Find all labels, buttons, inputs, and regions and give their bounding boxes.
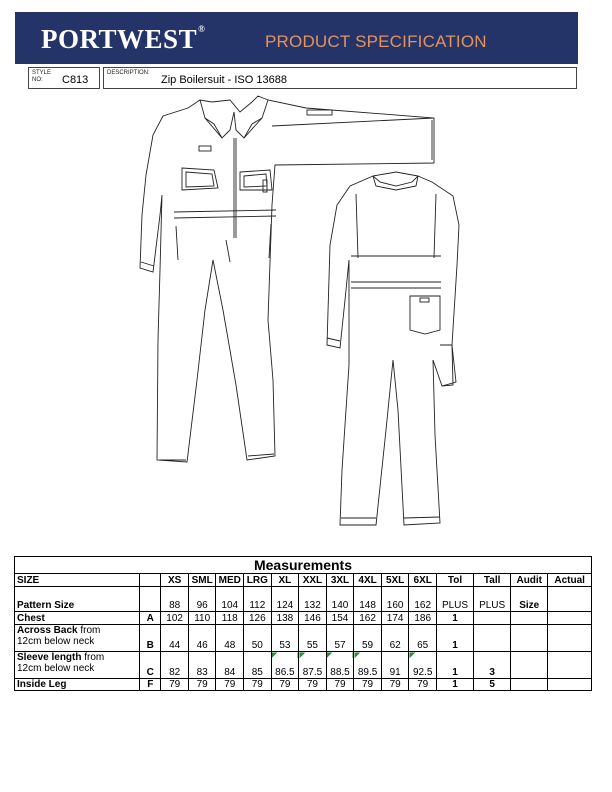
table-cell: 79 [409, 679, 437, 691]
table-cell: 5 [474, 679, 511, 691]
size-xxl-header: XXL [299, 574, 327, 587]
code-header [140, 574, 161, 587]
table-cell: 140 [326, 587, 354, 612]
table-cell: 1 [436, 625, 473, 652]
table-cell: 79 [271, 679, 299, 691]
table-cell [548, 625, 592, 652]
table-cell [511, 652, 548, 679]
table-cell: PLUS [436, 587, 473, 612]
pattern-size-label: Pattern Size [15, 587, 140, 612]
inside-leg-label: Inside Leg [15, 679, 140, 691]
tolerance-header: Tol [436, 574, 473, 587]
brand-logo: PORTWEST® [41, 24, 206, 54]
table-cell: 79 [326, 679, 354, 691]
table-cell: 1 [436, 679, 473, 691]
size-sml-header: SML [188, 574, 216, 587]
table-cell [511, 679, 548, 691]
table-cell: 79 [354, 679, 382, 691]
description-caption: DESCRIPTION: [107, 70, 150, 76]
table-cell: 146 [299, 612, 327, 625]
table-cell: 124 [271, 587, 299, 612]
size-lrg-header: LRG [244, 574, 272, 587]
measure-code: B [140, 625, 161, 652]
table-cell: 186 [409, 612, 437, 625]
table-cell: 46 [188, 625, 216, 652]
table-cell: 79 [381, 679, 409, 691]
table-cell: 92.5 [409, 652, 437, 679]
across-back-label: Across Back from 12cm below neck [15, 625, 140, 652]
table-cell [548, 612, 592, 625]
size-5xl-header: 5XL [381, 574, 409, 587]
table-cell [140, 587, 161, 612]
table-cell: 162 [354, 612, 382, 625]
table-cell: 102 [161, 612, 189, 625]
table-row [15, 587, 592, 612]
table-cell: 1 [436, 652, 473, 679]
measure-code: C [140, 652, 161, 679]
actual-header: Actual [548, 574, 592, 587]
table-cell: 110 [188, 612, 216, 625]
table-cell: 79 [161, 679, 189, 691]
table-cell: PLUS [474, 587, 511, 612]
back-view-drawing [327, 172, 459, 525]
table-cell [474, 625, 511, 652]
table-cell: 3 [474, 652, 511, 679]
table-cell: 160 [381, 587, 409, 612]
table-cell: 91 [381, 652, 409, 679]
document-title: PRODUCT SPECIFICATION [265, 32, 487, 51]
table-cell: 79 [188, 679, 216, 691]
table-cell: 174 [381, 612, 409, 625]
table-cell [474, 612, 511, 625]
table-cell [511, 612, 548, 625]
table-title: Measurements [15, 557, 592, 574]
description-value: Zip Boilersuit - ISO 13688 [161, 74, 287, 86]
table-row [15, 625, 592, 652]
style-caption: STYLE NO: [32, 70, 52, 83]
table-cell: 59 [354, 625, 382, 652]
size-xs-header: XS [161, 574, 189, 587]
header-banner [15, 12, 578, 64]
table-cell: 132 [299, 587, 327, 612]
table-cell: 57 [326, 625, 354, 652]
audit-header: Audit [511, 574, 548, 587]
table-cell: 86.5 [271, 652, 299, 679]
table-cell: 1 [436, 612, 473, 625]
table-cell [548, 679, 592, 691]
chest-label: Chest [15, 612, 140, 625]
table-cell: 104 [216, 587, 244, 612]
style-number-box [28, 67, 100, 89]
table-cell: 83 [188, 652, 216, 679]
table-cell: 89.5 [354, 652, 382, 679]
table-cell: 55 [299, 625, 327, 652]
table-cell: 50 [244, 625, 272, 652]
table-cell: 44 [161, 625, 189, 652]
table-cell: 79 [299, 679, 327, 691]
table-cell: 162 [409, 587, 437, 612]
table-cell: 154 [326, 612, 354, 625]
sleeve-length-label: Sleeve length from 12cm below neck [15, 652, 140, 679]
table-cell: 48 [216, 625, 244, 652]
table-cell: 126 [244, 612, 272, 625]
table-cell: Size [511, 587, 548, 612]
size-xl-header: XL [271, 574, 299, 587]
table-cell: 82 [161, 652, 189, 679]
table-cell: 148 [354, 587, 382, 612]
measure-code: F [140, 679, 161, 691]
tall-header: Tall [474, 574, 511, 587]
front-view-drawing [140, 96, 434, 462]
size-med-header: MED [216, 574, 244, 587]
table-cell: 65 [409, 625, 437, 652]
table-cell: 88.5 [326, 652, 354, 679]
table-cell: 85 [244, 652, 272, 679]
table-row [15, 679, 592, 691]
table-row [15, 612, 592, 625]
table-cell: 96 [188, 587, 216, 612]
table-cell: 79 [216, 679, 244, 691]
table-cell: 79 [244, 679, 272, 691]
garment-technical-drawing [0, 90, 612, 540]
table-cell: 138 [271, 612, 299, 625]
table-cell: 118 [216, 612, 244, 625]
size-3xl-header: 3XL [326, 574, 354, 587]
table-cell: 84 [216, 652, 244, 679]
header-row [15, 574, 592, 587]
table-cell: 112 [244, 587, 272, 612]
table-cell: 62 [381, 625, 409, 652]
table-cell: 87.5 [299, 652, 327, 679]
table-row [15, 652, 592, 679]
description-box [103, 67, 577, 89]
measure-code: A [140, 612, 161, 625]
style-number: C813 [62, 74, 89, 86]
table-cell: 88 [161, 587, 189, 612]
table-cell: 53 [271, 625, 299, 652]
size-4xl-header: 4XL [354, 574, 382, 587]
table-cell [548, 652, 592, 679]
table-cell [511, 625, 548, 652]
size-header: SIZE [15, 574, 140, 587]
measurements-table [14, 556, 592, 691]
table-cell [548, 587, 592, 612]
size-6xl-header: 6XL [409, 574, 437, 587]
